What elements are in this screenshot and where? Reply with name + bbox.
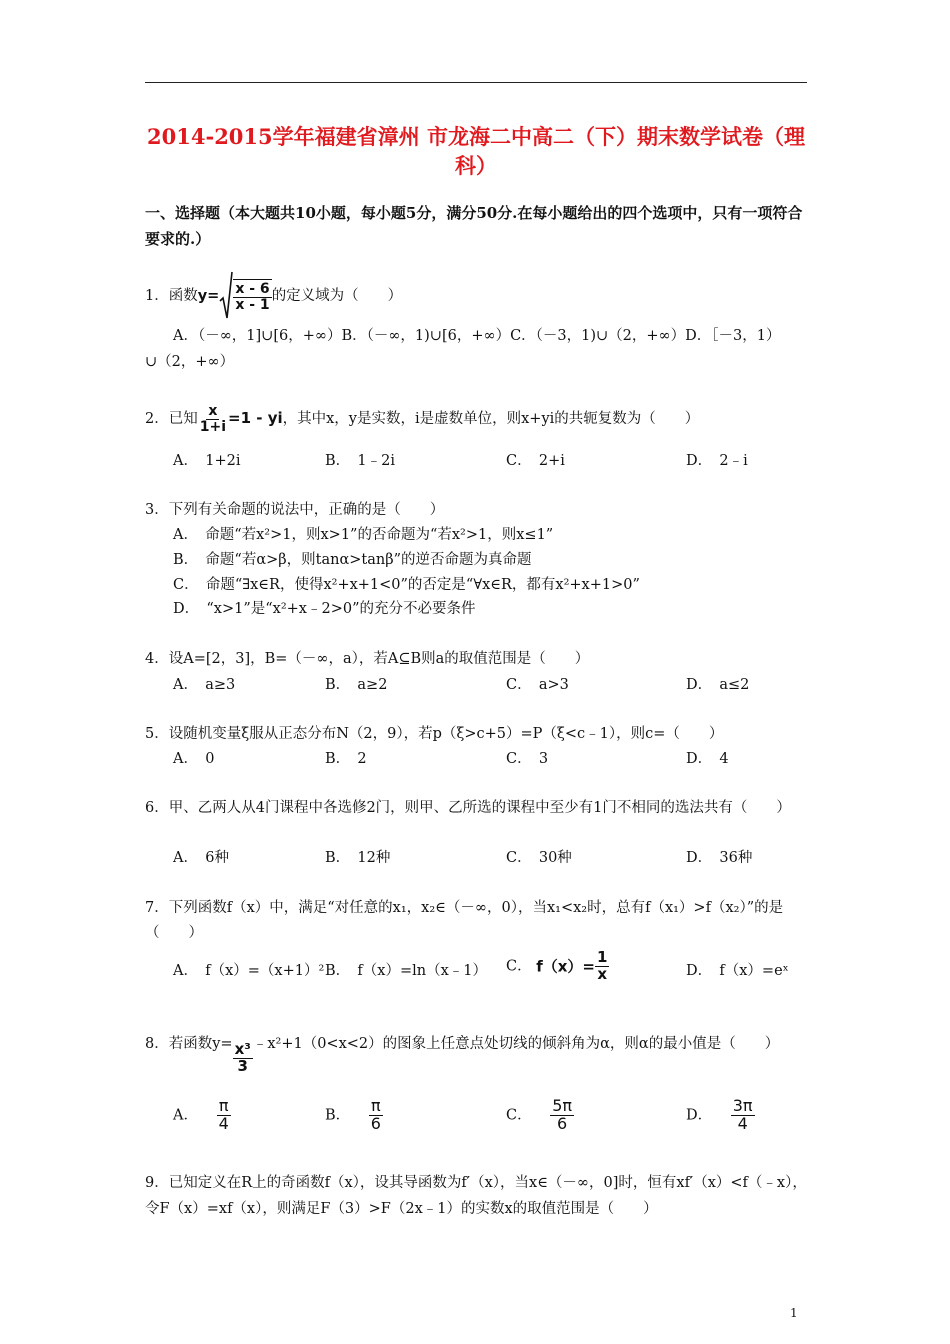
q7-option-c-numerator: 1 [597,948,608,966]
q2-option-d: D． 2﹣i [686,453,748,469]
q7-option-a: A． f（x）=（x+1）² [173,963,325,979]
q6-option-d: D． 36种 [686,850,753,866]
q8-option-b-denominator: 6 [370,1113,381,1133]
q8-option-d [686,1098,755,1133]
q2-option-b: B． 1﹣2i [325,453,395,469]
q8-option-d-label: D． [686,1107,713,1124]
q2-option-c: C． 2+i [506,453,565,469]
q2-denominator: 1+i [199,418,227,435]
q6-option-b: B． 12种 [325,850,391,866]
q8-option-b [325,1098,383,1133]
q7-option-b: B． f（x）=ln（x﹣1） [325,963,487,979]
q8-option-a-label: A． [173,1107,198,1124]
q6-option-c: C． 30种 [506,850,572,866]
q8-option-c [506,1098,574,1133]
q8-prefix: 8．若函数y= [145,1036,233,1052]
q2-prefix: 2．已知 [145,411,198,428]
q8-option-a-denominator: 4 [218,1113,229,1133]
q1-y: y= [197,288,220,304]
q3-option-d: D． “x>1”是“x²+x﹣2>0”的充分不必要条件 [173,601,476,617]
radical-icon [219,271,233,321]
q1-suffix: 的定义域为（ ） [271,288,403,304]
q8-denominator: 3 [237,1056,248,1075]
q8-option-b-label: B． [325,1107,351,1124]
q1-prefix: 1．函数 [145,288,198,304]
q8-suffix: ﹣x²+1（0<x<2）的图象上任意点处切线的倾斜角为α，则α的最小值是（ ） [252,1036,780,1052]
header-rule [145,82,807,83]
question-7-stem: 7．下列函数f（x）中，满足“对任意的x₁，x₂∈（－∞，0），当x₁<x₂时，总有f（x₁）>f（x₂）”的是（ ） [145,900,784,941]
q4-option-c: C． a>3 [506,677,569,693]
q2-option-a: A． 1+2i [173,453,241,469]
q8-option-c-label: C． [506,1107,532,1124]
question-2-stem [145,404,810,434]
q8-numerator: x³ [234,1040,251,1058]
question-4-stem: 4．设A=[2，3]，B=（－∞，a），若A⊆B则a的取值范围是（ ） [145,651,590,667]
page-title: 2014-2015学年福建省漳州 市龙海二中高二（下）期末数学试卷（理科） [147,124,805,178]
q1-numerator: x - 6 [235,281,270,298]
q2-numerator: x [208,403,218,419]
q8-option-c-numerator: 5π [552,1096,573,1115]
q7-option-c-fx: f（x）= [536,957,595,976]
q8-option-c-denominator: 6 [557,1113,568,1133]
question-8-stem [145,1030,810,1075]
q6-option-a: A． 6种 [173,850,229,866]
q3-option-b: B． 命题“若α>β，则tanα>tanβ”的逆否命题为真命题 [173,552,532,568]
question-1-stem [145,271,810,321]
q4-option-a: A． a≥3 [173,677,236,693]
q1-denominator: x - 1 [235,297,270,313]
q3-option-c: C． 命题“∃x∈R，使得x²+x+1<0”的否定是“∀x∈R，都有x²+x+1>0” [173,577,640,593]
q8-option-a [173,1098,231,1133]
section-heading: 一、选择题（本大题共10小题，每小题5分，满分50分.在每小题给出的四个选项中，只有一项符合要求的.） [145,204,803,248]
q2-suffix: ，其中x，y是实数，i是虚数单位，则x+yi的共轭复数为（ ） [282,411,700,428]
q5-option-c: C． 3 [506,751,549,767]
q8-option-b-numerator: π [371,1096,381,1115]
question-6-stem: 6．甲、乙两人从4门课程中各选修2门，则甲、乙所选的课程中至少有1门不相同的选法共有（ ） [145,800,791,816]
q4-option-b: B． a≥2 [325,677,388,693]
q7-option-c-denominator: x [597,964,608,983]
q7-option-c [506,950,609,983]
page-number: 1 [790,1306,798,1320]
question-9-stem: 9．已知定义在R上的奇函数f（x），设其导函数为f′（x），当x∈（－∞，0]时，恒有xf′（x）<f（﹣x），令F（x）=xf（x），则满足F（3）>F（2x﹣1）的实数x的取值范围是（ ） [145,1175,807,1217]
q5-option-d: D． 4 [686,751,729,767]
q3-option-a: A． 命题“若x²>1，则x>1”的否命题为“若x²>1，则x≤1” [173,527,554,543]
q7-option-d: D． f（x）=eˣ [686,963,789,979]
question-1-options: A．（－∞，1]∪[6，+∞）B．（－∞，1)∪[6，+∞）C．（－3，1)∪（2，+∞）D．［－3，1）∪（2，+∞） [145,328,774,370]
q8-option-d-denominator: 4 [737,1113,748,1133]
q5-option-b: B． 2 [325,751,367,767]
question-5-stem: 5．设随机变量ξ服从正态分布N（2，9），若p（ξ>c+5）=P（ξ<c﹣1），则c=（ ） [145,726,724,742]
q1-sqrt [219,271,271,321]
q8-option-a-numerator: π [218,1096,229,1115]
question-3-stem: 3．下列有关命题的说法中，正确的是（ ） [145,502,445,518]
q5-option-a: A． 0 [173,751,215,767]
q2-equation: =1 - yi [228,409,283,428]
q8-option-d-numerator: 3π [732,1096,753,1115]
q4-option-d: D． a≤2 [686,677,750,693]
q7-option-c-label: C． [506,958,532,975]
